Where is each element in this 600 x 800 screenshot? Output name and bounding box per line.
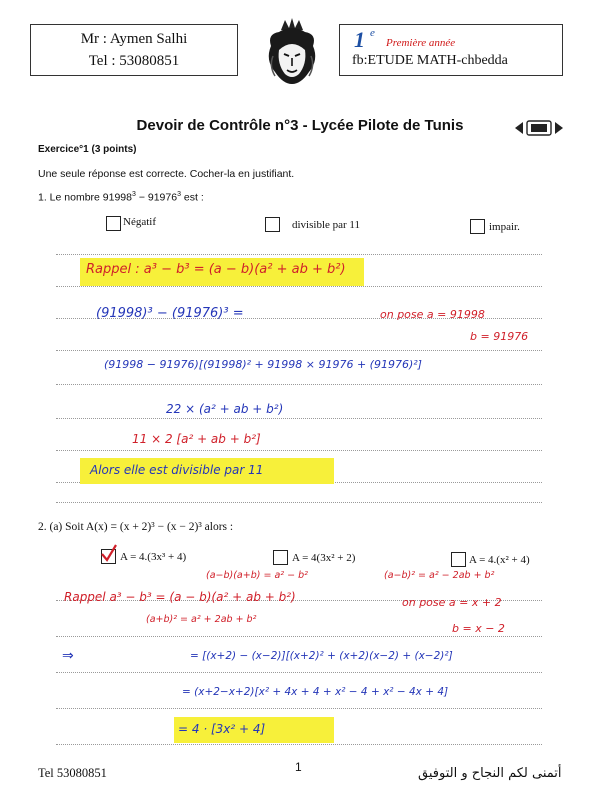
handwritten-pose-b: b = x − 2: [452, 622, 505, 635]
handwritten-line: (91998)³ − (91976)³ =: [96, 306, 244, 321]
ruled-line: [56, 350, 542, 351]
question-2: 2. (a) Soit A(x) = (x + 2)³ − (x − 2)³ alors :: [38, 521, 234, 533]
ruled-line: [56, 502, 542, 503]
handwritten-line: 22 × (a² + ab + b²): [166, 402, 284, 416]
ruled-line: [56, 708, 542, 709]
handwritten-pose-b: b = 91976: [470, 330, 529, 343]
level-info-box: [339, 24, 563, 76]
ruled-line: [56, 450, 542, 451]
lion-logo-icon: [259, 16, 325, 86]
option-a-label: A = 4.(3x³ + 4): [120, 551, 187, 563]
school-badge-icon: [515, 120, 563, 136]
handwritten-rappel: Rappel : a³ − b³ = (a − b)(a² + ab + b²): [86, 262, 346, 277]
option-divisible-checkbox[interactable]: [265, 217, 280, 232]
exercise-heading: Exercice°1 (3 points): [38, 144, 137, 155]
handwritten-identity: (a−b)(a+b) = a² − b²: [206, 570, 308, 581]
handwritten-line: = (x+2−x+2)[x² + 4x + 4 + x² − 4 + x² − 4x + 4]: [182, 686, 449, 698]
option-negatif-checkbox[interactable]: [106, 216, 121, 231]
teacher-info-box: [30, 24, 238, 76]
teacher-phone: Tel : 53080851: [88, 53, 180, 69]
ruled-line: [56, 384, 542, 385]
handwritten-conclusion: Alors elle est divisible par 11: [90, 463, 264, 477]
ruled-line: [56, 286, 542, 287]
handwritten-line: = [(x+2) − (x−2)][(x+2)² + (x+2)(x−2) + (x−2)²]: [190, 650, 453, 662]
handwritten-identity: (a+b)² = a² + 2ab + b²: [146, 614, 257, 625]
handwritten-arrow: ⇒: [62, 648, 74, 664]
teacher-name: Mr : Aymen Salhi: [80, 31, 188, 47]
checkmark-icon: [100, 543, 118, 563]
level-suffix: e: [370, 27, 375, 39]
handwritten-line: (91998 − 91976)[(91998)² + 91998 × 91976 + (91976)²]: [104, 358, 422, 371]
option-b-checkbox[interactable]: [273, 550, 288, 565]
footer-arabic-wish: أتمنى لكم النجاح و التوفيق: [418, 766, 562, 781]
ruled-line: [56, 254, 542, 255]
handwritten-pose-a: on pose a = x + 2: [402, 596, 502, 609]
option-b-label: A = 4(3x² + 2): [292, 552, 356, 564]
page-number: 1: [295, 760, 302, 774]
handwritten-rappel: Rappel a³ − b³ = (a − b)(a² + ab + b²): [64, 590, 296, 604]
ruled-line: [56, 636, 542, 637]
ruled-line: [56, 672, 542, 673]
option-impair-label: impair.: [489, 221, 520, 233]
handwritten-identity: (a−b)² = a² − 2ab + b²: [384, 570, 495, 581]
option-impair-checkbox[interactable]: [470, 219, 485, 234]
level-text: Première année: [386, 37, 456, 49]
option-c-checkbox[interactable]: [451, 552, 466, 567]
page-title: Devoir de Contrôle n°3 - Lycée Pilote de Tunis: [136, 117, 464, 134]
option-negatif-label: Négatif: [123, 216, 156, 228]
handwritten-result: = 4 · [3x² + 4]: [178, 722, 266, 736]
ruled-line: [56, 418, 542, 419]
footer-phone: Tel 53080851: [38, 766, 107, 780]
option-c-label: A = 4.(x² + 4): [469, 554, 530, 566]
level-number: 1: [354, 27, 365, 52]
exercise-instruction: Une seule réponse est correcte. Cocher-la en justifiant.: [38, 168, 295, 180]
handwritten-pose-a: on pose a = 91998: [380, 308, 485, 321]
handwritten-line: 11 × 2 [a² + ab + b²]: [132, 432, 261, 446]
facebook-page: fb:ETUDE MATH-chbedda: [352, 53, 508, 68]
question-1: 1. Le nombre $91998^3 - 91976^3$ est :: [38, 191, 204, 204]
ruled-line: [56, 744, 542, 745]
option-divisible-label: divisible par 11: [292, 219, 361, 231]
